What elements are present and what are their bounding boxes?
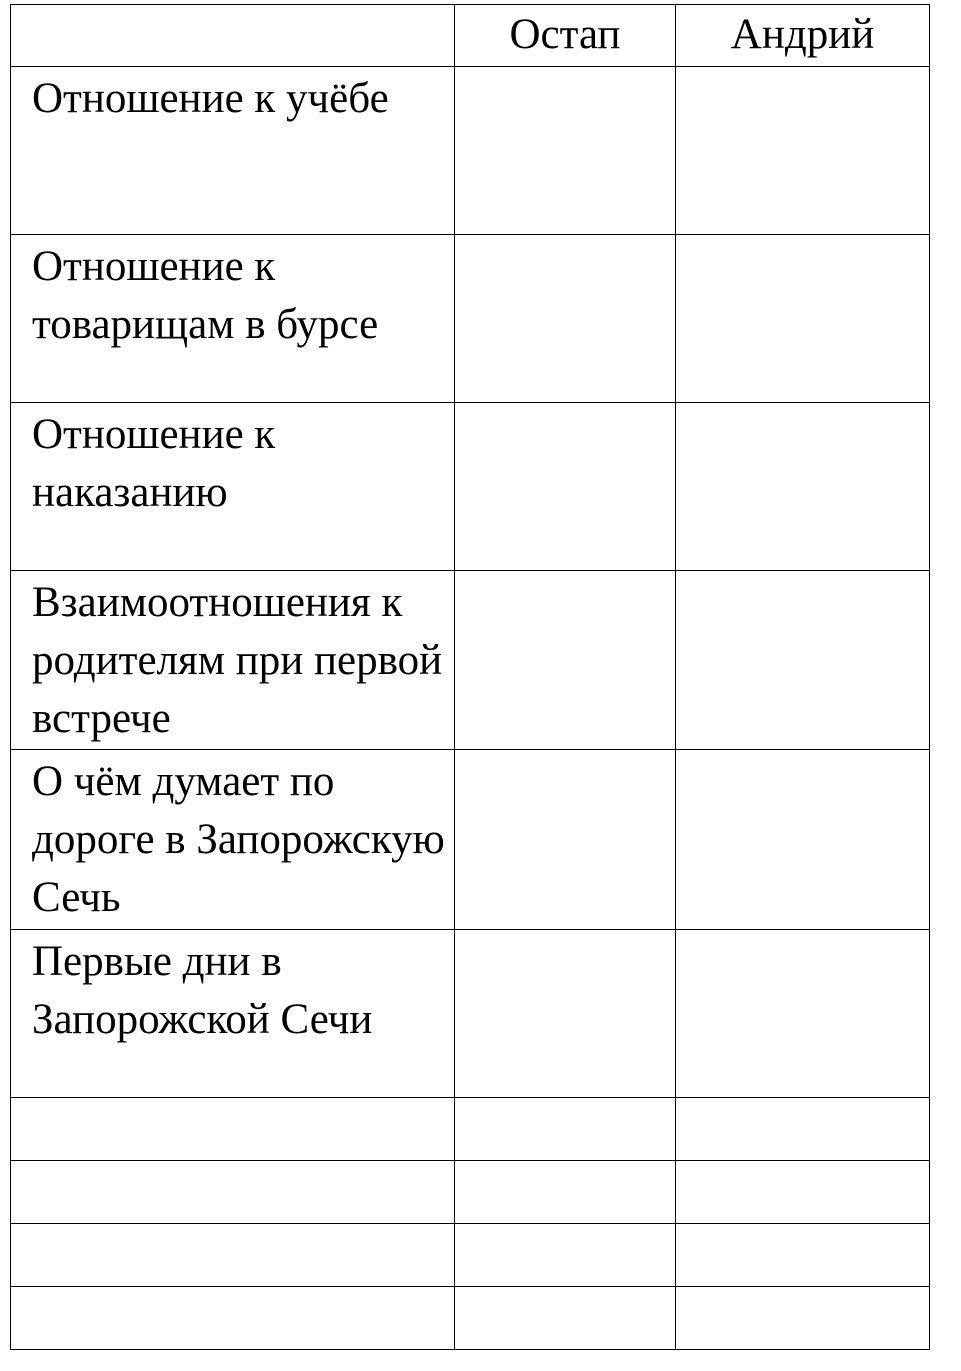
cell-ostap	[455, 750, 676, 930]
row-label: Отношение к товарищам в бурсе	[11, 235, 455, 403]
table-row	[11, 930, 930, 1098]
table-row	[11, 235, 930, 403]
cell-ostap	[455, 1287, 676, 1350]
cell-ostap	[455, 930, 676, 1098]
cell-andriy	[676, 403, 930, 571]
table-row	[11, 1224, 930, 1287]
header-cell-empty	[11, 5, 455, 67]
table-row	[11, 750, 930, 930]
cell-andriy	[676, 571, 930, 750]
cell-andriy	[676, 1287, 930, 1350]
table-row	[11, 1287, 930, 1350]
table-row	[11, 1161, 930, 1224]
cell-ostap	[455, 1224, 676, 1287]
cell-andriy	[676, 930, 930, 1098]
row-label	[11, 1161, 455, 1224]
row-label	[11, 1224, 455, 1287]
cell-andriy	[676, 750, 930, 930]
row-label	[11, 1098, 455, 1161]
cell-andriy	[676, 235, 930, 403]
row-label	[11, 1287, 455, 1350]
cell-ostap	[455, 1161, 676, 1224]
cell-andriy	[676, 1161, 930, 1224]
table-row	[11, 571, 930, 750]
header-cell-andriy: Андрий	[676, 5, 930, 67]
row-label: Первые дни в Запорожской Сечи	[11, 930, 455, 1098]
cell-andriy	[676, 1224, 930, 1287]
cell-andriy	[676, 67, 930, 235]
row-label: Отношение к учёбе	[11, 67, 455, 235]
cell-ostap	[455, 403, 676, 571]
row-label: Взаимоотношения к родителям при первой встрече	[11, 571, 455, 750]
cell-ostap	[455, 235, 676, 403]
cell-andriy	[676, 1098, 930, 1161]
row-label: Отношение к наказанию	[11, 403, 455, 571]
table-row	[11, 67, 930, 235]
comparison-table	[10, 4, 930, 1350]
header-row	[11, 5, 930, 67]
cell-ostap	[455, 67, 676, 235]
cell-ostap	[455, 1098, 676, 1161]
row-label: О чём думает по дороге в Запорожскую Сечь	[11, 750, 455, 930]
table-row	[11, 403, 930, 571]
header-cell-ostap: Остап	[455, 5, 676, 67]
table-row	[11, 1098, 930, 1161]
cell-ostap	[455, 571, 676, 750]
